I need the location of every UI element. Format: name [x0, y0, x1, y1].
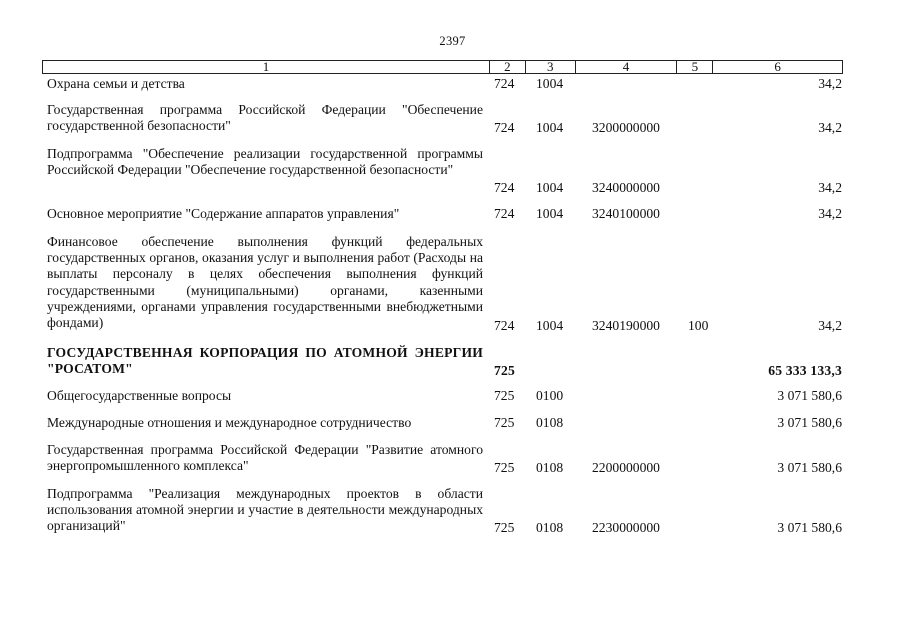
row-razdel: 1004 — [536, 76, 564, 91]
row-razdel: 1004 — [536, 318, 564, 333]
budget-table — [42, 59, 843, 535]
header-col-3: 3 — [526, 61, 576, 73]
row-cs: 3240100000 — [592, 206, 660, 221]
table-row — [42, 102, 843, 136]
row-sum: 3 071 580,6 — [777, 520, 842, 535]
row-razdel: 0108 — [536, 520, 564, 535]
row-cs: 3240000000 — [592, 180, 660, 195]
row-ved: 724 — [494, 180, 515, 195]
table-row — [42, 345, 843, 379]
row-ved: 724 — [494, 120, 515, 135]
row-sum: 3 071 580,6 — [777, 460, 842, 475]
row-ved: 724 — [494, 318, 515, 333]
table-row — [42, 415, 843, 433]
row-description: Подпрограмма "Обеспечение реализации государственной программы Российской Федерации "Обеспечение государственной безопасности" — [47, 146, 483, 178]
row-ved: 725 — [494, 520, 515, 535]
row-cs: 3240190000 — [592, 318, 660, 333]
row-ved: 724 — [494, 206, 515, 221]
row-description: Государственная программа Российской Федерации "Развитие атомного энергопромышленного комплекса" — [47, 442, 483, 474]
page-number: 2397 — [439, 34, 466, 48]
row-cs: 3200000000 — [592, 120, 660, 135]
table-row — [42, 76, 843, 94]
row-vr: 100 — [688, 318, 709, 333]
row-sum: 65 333 133,3 — [768, 363, 842, 378]
row-razdel: 0108 — [536, 460, 564, 475]
row-ved: 725 — [494, 415, 515, 430]
header-col-1: 1 — [43, 61, 490, 73]
row-sum: 34,2 — [818, 180, 842, 195]
row-sum: 3 071 580,6 — [777, 415, 842, 430]
row-description: ГОСУДАРСТВЕННАЯ КОРПОРАЦИЯ ПО АТОМНОЙ ЭНЕРГИИ "РОСАТОМ" — [47, 345, 483, 377]
header-col-2: 2 — [490, 61, 526, 73]
row-ved: 725 — [494, 363, 515, 378]
row-description: Государственная программа Российской Федерации "Обеспечение государственной безопасности" — [47, 102, 483, 134]
row-razdel: 1004 — [536, 206, 564, 221]
header-col-6: 6 — [774, 59, 781, 74]
row-sum: 34,2 — [818, 206, 842, 221]
table-row — [42, 234, 843, 334]
row-description: Основное мероприятие "Содержание аппаратов управления" — [47, 206, 400, 221]
header-col-5: 5 — [677, 61, 713, 73]
row-sum: 3 071 580,6 — [777, 388, 842, 403]
row-cs: 2230000000 — [592, 520, 660, 535]
table-row — [42, 442, 843, 476]
header-col-4: 4 — [576, 61, 678, 73]
row-sum: 34,2 — [818, 318, 842, 333]
row-sum: 34,2 — [818, 76, 842, 91]
table-row — [42, 206, 843, 224]
row-ved: 724 — [494, 76, 515, 91]
row-description: Подпрограмма "Реализация международных проектов в области использования атомной энергии и участие в деятельности международных организаций" — [47, 486, 483, 534]
row-ved: 725 — [494, 460, 515, 475]
row-description: Международные отношения и международное сотрудничество — [47, 415, 412, 430]
row-cs: 2200000000 — [592, 460, 660, 475]
row-description: Финансовое обеспечение выполнения функций федеральных государственных органов, оказания услуг и выполнения работ (Расходы на выплаты персоналу в целях обеспечения выполнения функций государственными (муниципальными) органами, казенными учреждениями, органами управления государственными внебюджетными фондами) — [47, 234, 483, 331]
table-row — [42, 388, 843, 406]
row-sum: 34,2 — [818, 120, 842, 135]
row-razdel: 0100 — [536, 388, 564, 403]
table-row — [42, 486, 843, 536]
row-description: Охрана семьи и детства — [47, 76, 185, 91]
table-header — [42, 60, 843, 74]
row-razdel: 1004 — [536, 180, 564, 195]
row-razdel: 1004 — [536, 120, 564, 135]
row-ved: 725 — [494, 388, 515, 403]
table-row — [42, 146, 843, 196]
row-razdel: 0108 — [536, 415, 564, 430]
row-description: Общегосударственные вопросы — [47, 388, 232, 403]
